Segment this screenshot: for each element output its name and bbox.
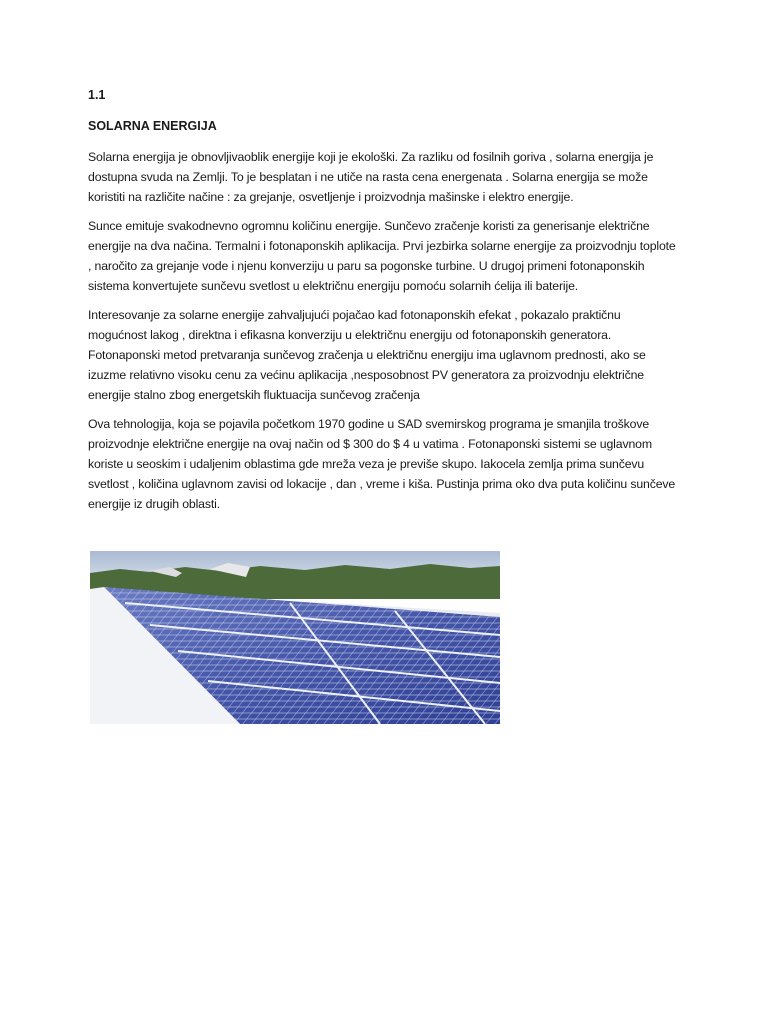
paragraph-2: Sunce emituje svakodnevno ogromnu količinu energije. Sunčevo zračenje koristi za generisanje električne energije na dva načina. Termalni i fotonaponskih aplikacija. Prvi jezbirka solarne energije za proizvodnju toplote , naročito za grejanje vode i njenu konverziju u paru sa pogonske turbine. U drugoj primeni fotonaponskih sistema konvertujete sunčevu svetlost u električnu energiju pomoću solarnih ćelija ili baterije.	[88, 219, 676, 293]
paragraph-4: Ova tehnologija, koja se pojavila početkom 1970 godine u SAD svemirskog programa je smanjila troškove proizvodnje električne energije na ovaj način od $ 300 do $ 4 u vatima . Fotonaponski sistemi se uglavnom koriste u seoskim i udaljenim oblastima gde mreža veza je previše skupo. Iakocela zemlja prima sunčevu svetlost , količina uglavnom zavisi od lokacije , dan , vreme i kiša. Pustinja prima oko dva puta količinu sunčeve energije iz drugih oblasti.	[88, 417, 676, 511]
solar-panels-photo	[90, 551, 500, 724]
section-title: SOLARNA ENERGIJA	[88, 119, 217, 133]
section-number: 1.1	[88, 88, 106, 102]
paragraph-1: Solarna energija je obnovljivaoblik energije koji je ekološki. Za razliku od fosilnih goriva , solarna energija je dostupna svuda na Zemlji. To je besplatan i ne utiče na rasta cena energenata . Solarna energija se može koristiti na različite načine : za grejanje, osvetljenje i proizvodnja mašinske i elektro energije.	[88, 150, 654, 204]
paragraph-3: Interesovanje za solarne energije zahvaljujući pojačao kad fotonaponskih efekat , pokazalo praktičnu mogućnost lakog , direktna i efikasna konverziju u električnu energiju od fotonaponskih generatora. Fotonaponski metod pretvaranja sunčevog zračenja u električnu energiju ima uglavnom prednosti, ako se izuzme relativno visoku cenu za većinu aplikacija ,nesposobnost PV generatora za proizvodnju električne energije stalno zbog energetskih fluktuacija sunčevog zračenja	[88, 308, 646, 402]
document-body	[88, 86, 676, 523]
